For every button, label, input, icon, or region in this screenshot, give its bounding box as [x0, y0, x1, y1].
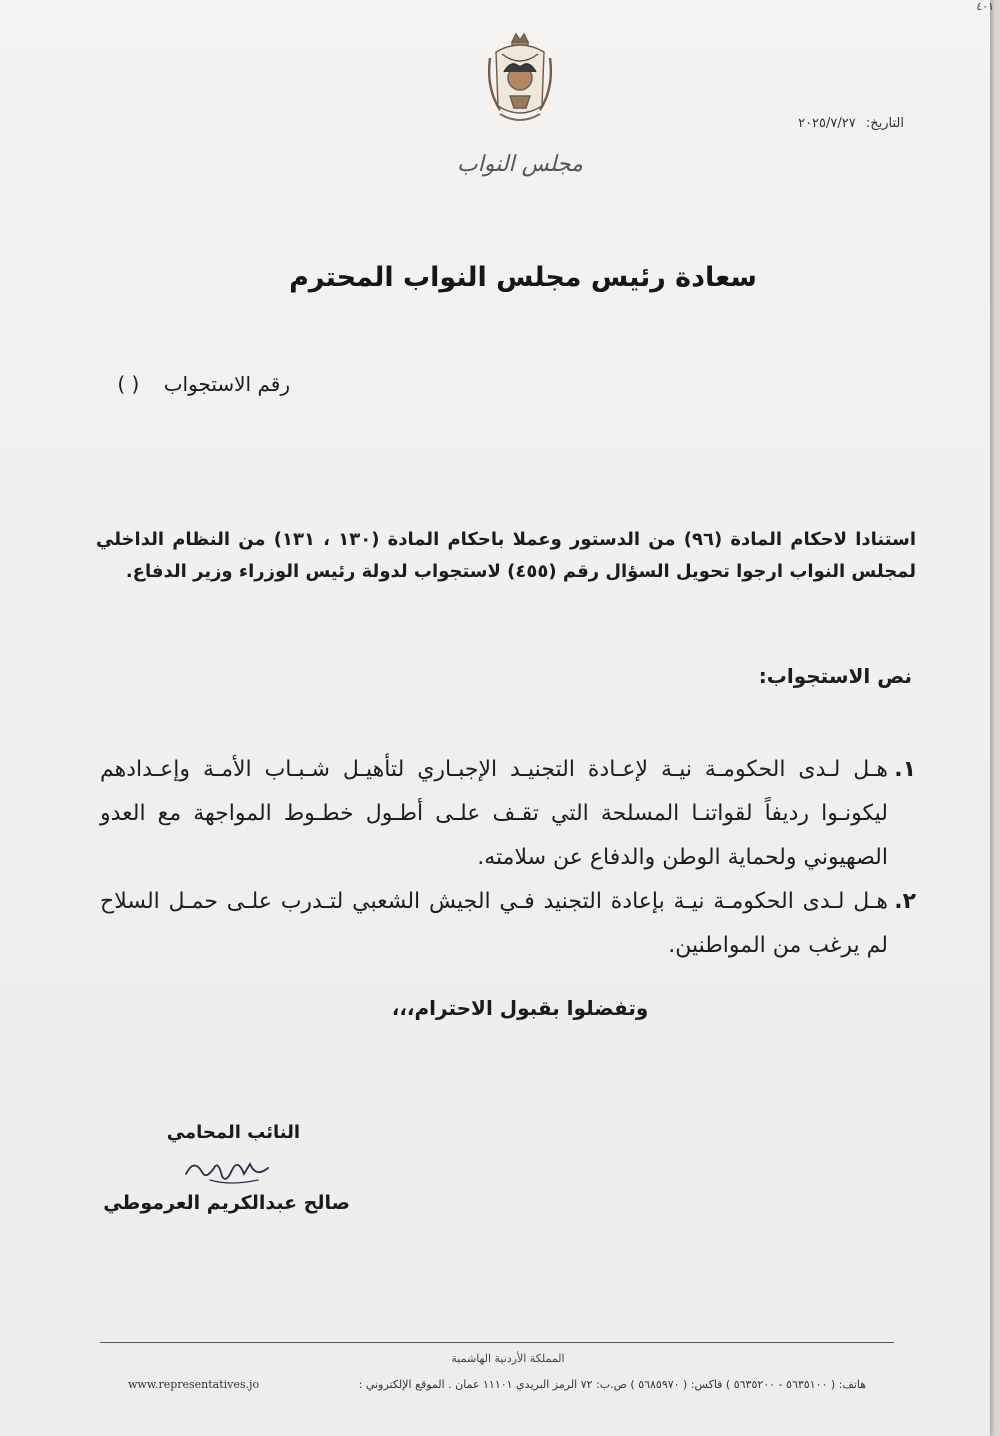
- question-number: ١.: [894, 757, 916, 782]
- footer-divider: [100, 1342, 894, 1343]
- interpellation-number-line: [117, 372, 290, 396]
- question-number: ٢.: [894, 889, 916, 914]
- footer-kingdom: المملكة الأردنية الهاشمية: [451, 1352, 565, 1365]
- council-name: مجلس النواب: [457, 152, 583, 177]
- footer-website: www.representatives.jo: [128, 1378, 260, 1391]
- questions-list: [100, 748, 916, 968]
- question-text: هـل لـدى الحكومـة نيـة لإعـادة التجنيـد الإجبـاري لتأهيـل شـبـاب الأمـة وإعـدادهم ليكونـوا رديفاً لقواتنـا المسلحة التي تقـف علـى أطـول خطـوط المواجهة مع العدو الصهيوني ولحماية الوطن والدفاع عن سلامته.: [100, 757, 888, 870]
- addressee-heading: سعادة رئيس مجلس النواب المحترم: [289, 262, 757, 293]
- corner-mark: ٤٠١: [976, 0, 994, 13]
- section-title: نص الاستجواب:: [758, 664, 912, 688]
- coat-of-arms-emblem: [482, 28, 558, 132]
- signer-name: صالح عبدالكريم العرموطي: [103, 1192, 350, 1214]
- intro-paragraph: استنادا لاحكام المادة (٩٦) من الدستور وعملا باحكام المادة (١٣٠ ، ١٣١) من النظام الداخلي لمجلس النواب ارجوا تحويل السؤال رقم (٤٥٥) لاستجواب لدولة رئيس الوزراء وزير الدفاع.: [96, 529, 916, 582]
- interpellation-number-label: رقم الاستجواب: [163, 372, 290, 396]
- interpellation-number-value: ( ): [117, 372, 140, 396]
- date-label: التاريخ:: [865, 116, 904, 131]
- handwritten-signature: [180, 1150, 276, 1190]
- question-text: هـل لـدى الحكومـة نيـة بإعادة التجنيد فـي الجيش الشعبي لتـدرب علـى حمـل السلاح لم يرغب من المواطنين.: [100, 889, 888, 958]
- question-item: [100, 880, 916, 968]
- signer-title: النائب المحامي: [166, 1122, 300, 1143]
- closing-line: وتفضلوا بقبول الاحترام،،،: [391, 996, 649, 1020]
- footer-contact-details: هاتف: ( ٥٦٣٥١٠٠ - ٥٦٣٥٢٠٠ ) فاكس: ( ٥٦٨٥٩٧٠ ) ص.ب: ٧٢ الرمز البريدي ١١١٠١ عمان . الموقع الإلكتروني :: [358, 1378, 866, 1391]
- date-line: [798, 116, 904, 131]
- question-item: [100, 748, 916, 880]
- date-value: ٢٠٢٥/٧/٢٧: [798, 116, 856, 131]
